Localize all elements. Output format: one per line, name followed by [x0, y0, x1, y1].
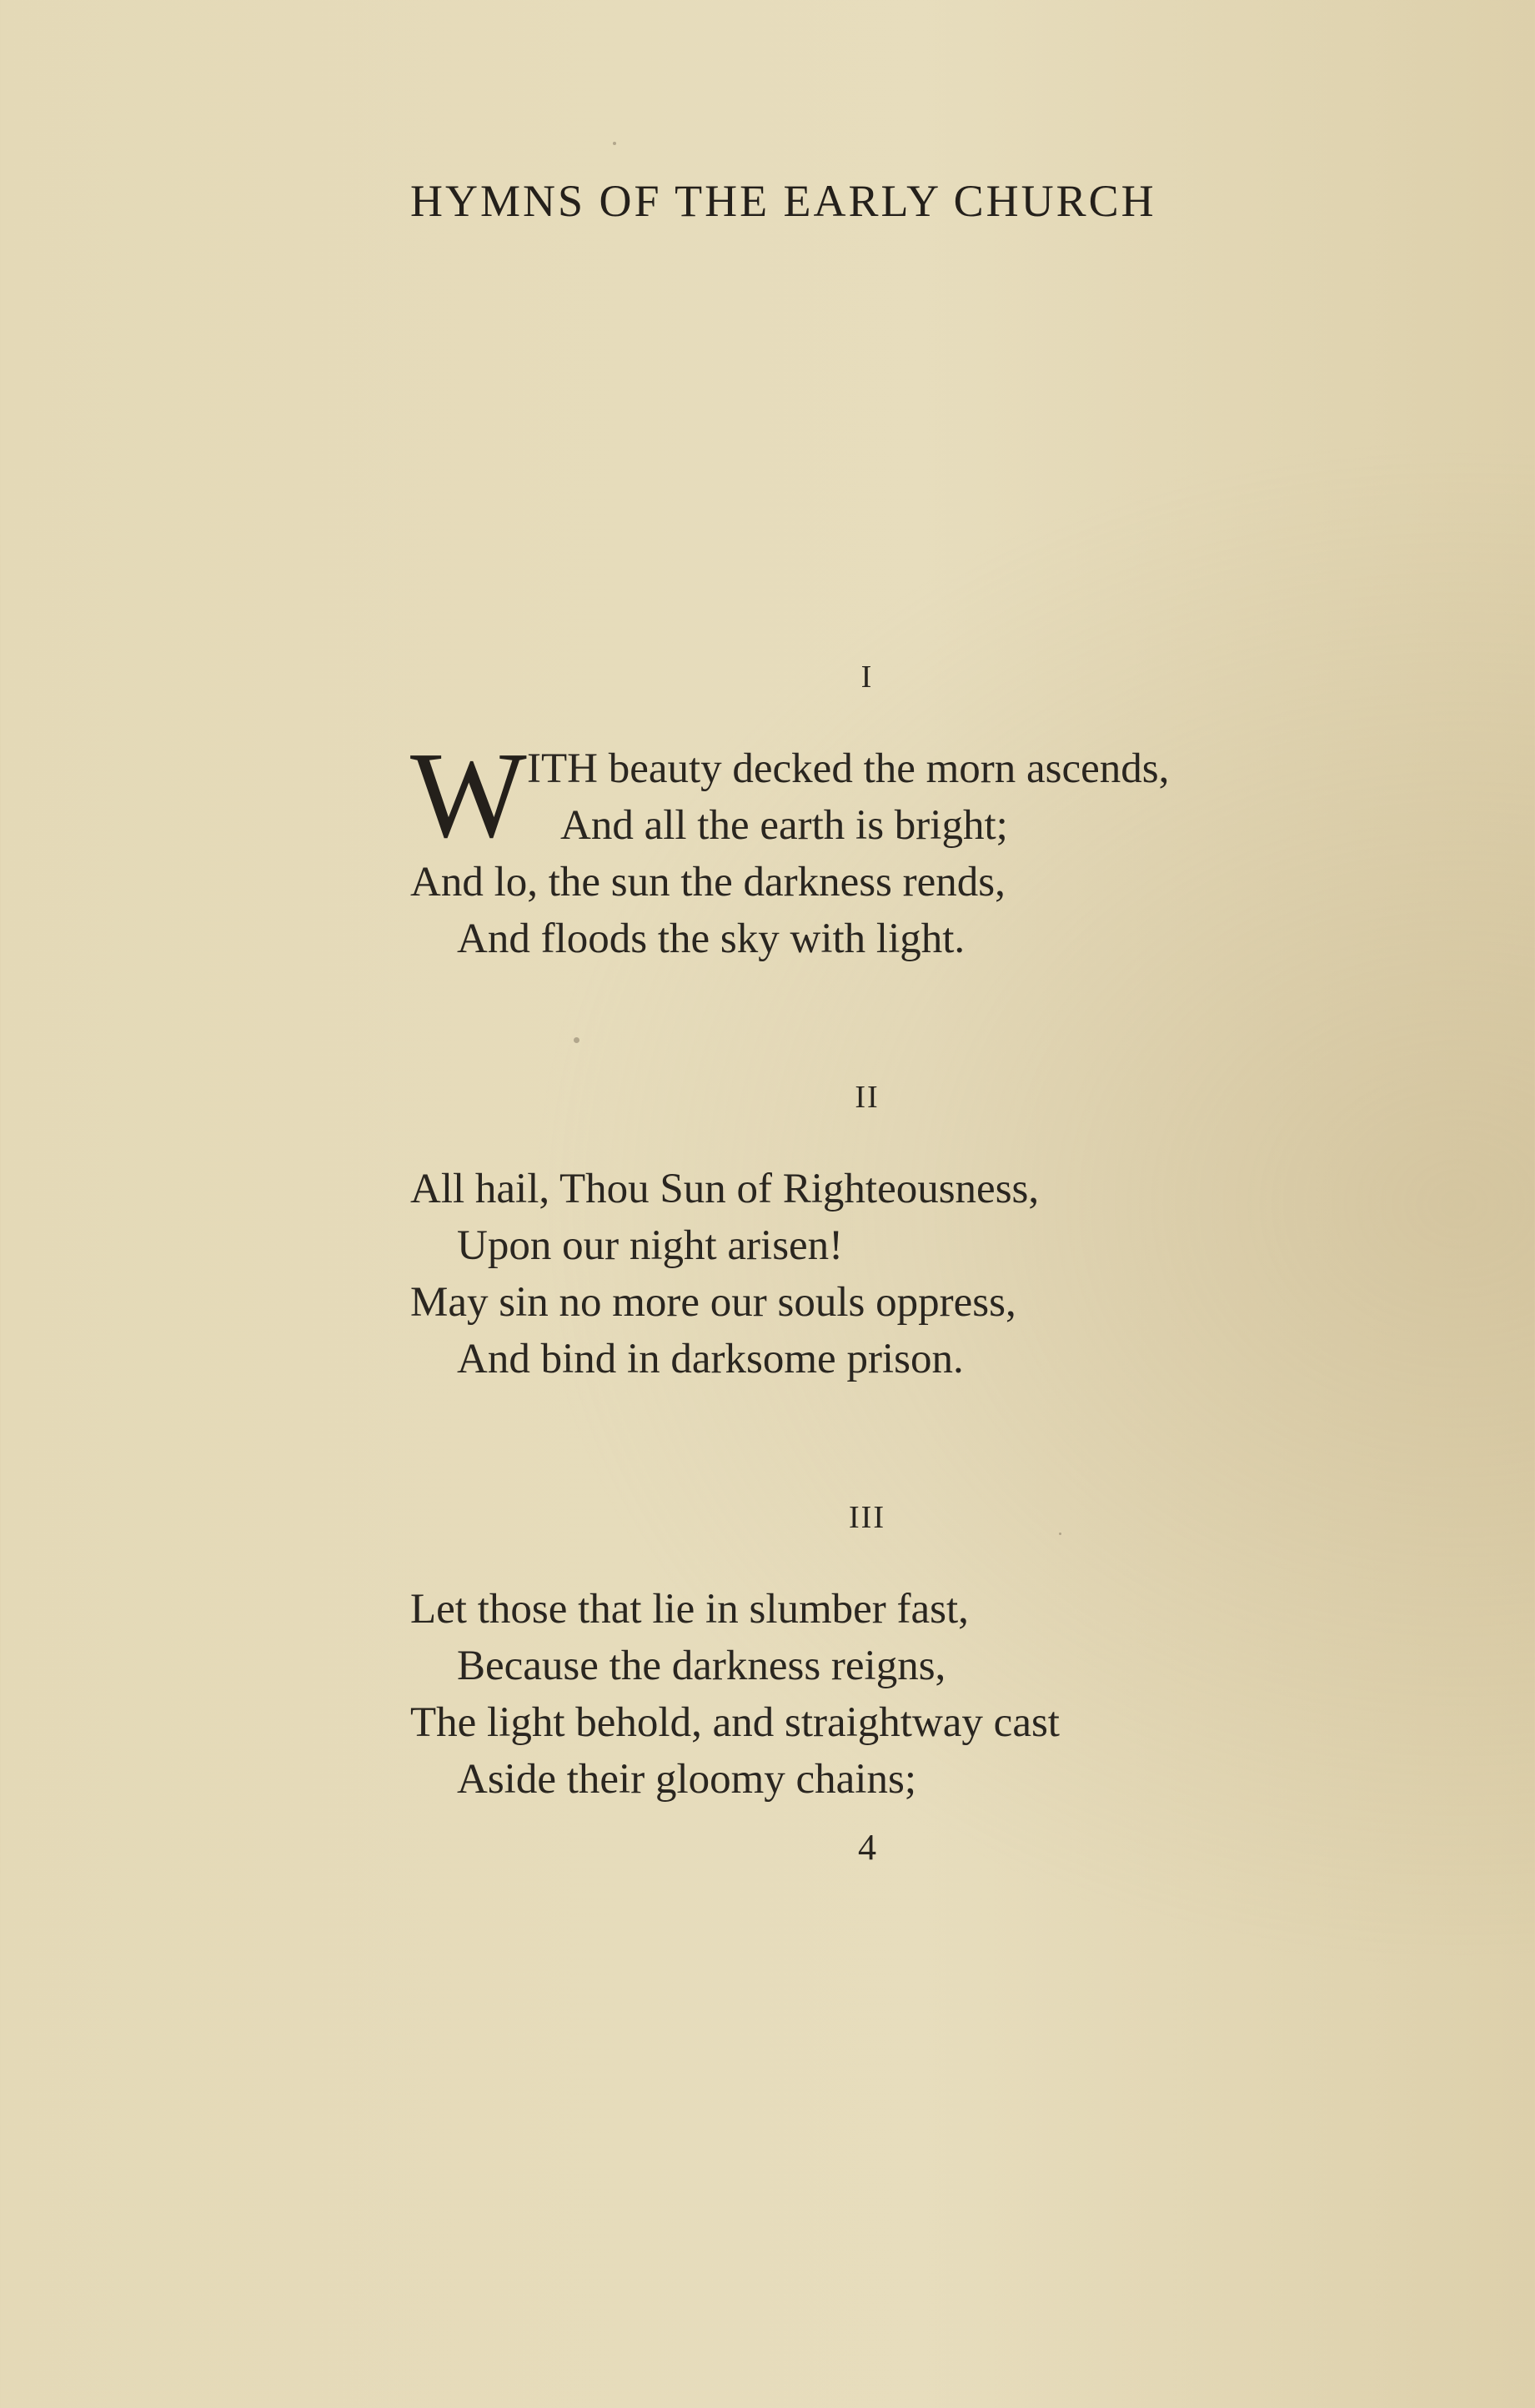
- section-numeral-2: II: [855, 1080, 880, 1115]
- verse-line: The light behold, and straightway cast: [410, 1699, 1060, 1746]
- verse-line: Upon our night arisen!: [457, 1222, 844, 1269]
- dropcap: W: [410, 727, 527, 864]
- verse-line: All hail, Thou Sun of Righteousness,: [410, 1166, 1040, 1212]
- verse-line: ITH beauty decked the morn ascends,: [527, 745, 1170, 792]
- stanza-1-tail: [410, 854, 1006, 967]
- section-numeral-3: III: [849, 1500, 885, 1535]
- paper-speck: [574, 1037, 579, 1043]
- verse-line: Aside their gloomy chains;: [457, 1756, 916, 1803]
- verse-line: May sin no more our souls oppress,: [410, 1279, 1016, 1326]
- stanza-3: [410, 1581, 1060, 1808]
- paper-speck: [613, 142, 616, 145]
- verse-line: Let those that lie in slumber fast,: [410, 1586, 969, 1633]
- verse-line: And all the earth is bright;: [560, 802, 1008, 849]
- running-header: HYMNS OF THE EARLY CHURCH: [410, 176, 1156, 226]
- verse-line: Because the darkness reigns,: [457, 1643, 946, 1689]
- stanza-2: [410, 1161, 1039, 1387]
- verse-line: And bind in darksome prison.: [457, 1336, 964, 1382]
- paper-speck: [1059, 1533, 1061, 1535]
- stanza-1-head: [527, 740, 1169, 854]
- section-numeral-1: I: [860, 660, 874, 695]
- page-number: 4: [858, 1827, 876, 1868]
- verse-line: And lo, the sun the darkness rends,: [410, 859, 1006, 906]
- verse-line: And floods the sky with light.: [457, 916, 966, 962]
